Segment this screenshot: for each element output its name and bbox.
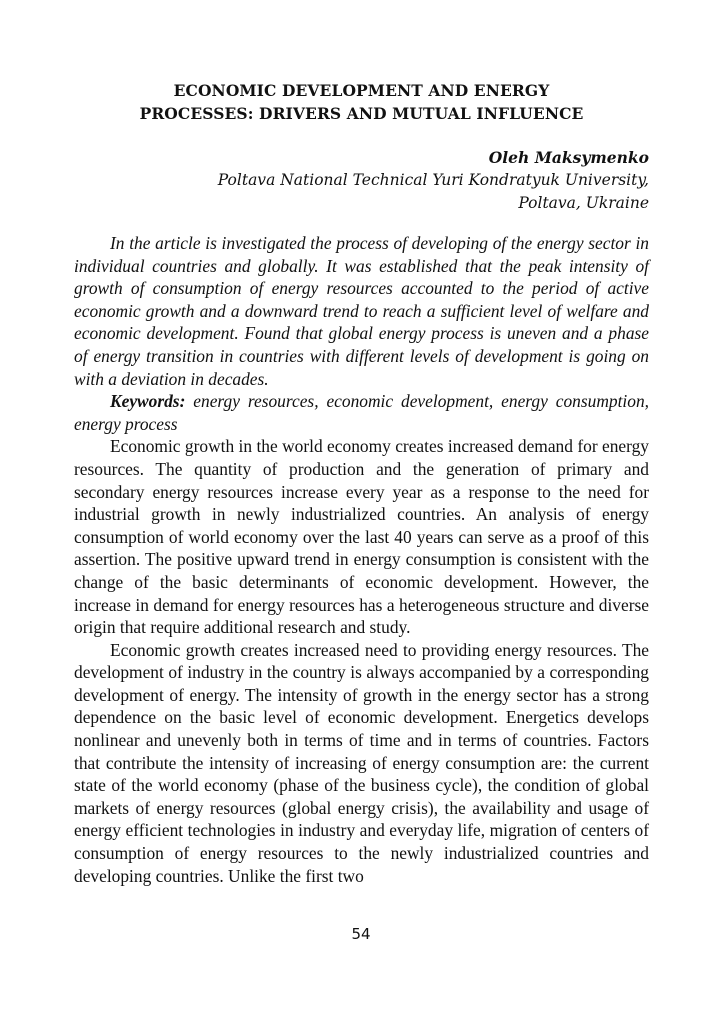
title-line-2: PROCESSES: DRIVERS AND MUTUAL INFLUENCE [139, 104, 584, 123]
keywords-text: energy resources, economic development, energy consumption, energy process [74, 391, 649, 434]
author-name: Oleh Maksymenko [488, 148, 649, 167]
author-block [218, 146, 649, 215]
affiliation-line-1: Poltava National Technical Yuri Kondratyuk University, [217, 171, 649, 189]
affiliation-line-2: Poltava, Ukraine [518, 194, 649, 212]
abstract: In the article is investigated the process of developing of the energy sector in individual countries and globally. It was established that the peak intensity of growth of consumption of energy resources accounted to the period of active economic growth and a downward trend to reach a sufficient level of welfare and economic development. Found that global energy process is uneven and a phase of energy transition in countries with different levels of development is going on with a deviation in decades. [74, 233, 649, 389]
article-title [74, 79, 649, 125]
keywords [74, 390, 649, 435]
keywords-label: Keywords: [110, 391, 186, 412]
page-number: 54 [351, 925, 371, 943]
body-paragraph-2: Economic growth creates increased need to providing energy resources. The development of industry in the country is always accompanied by a corresponding development of energy. The intensity of growth in the energy sector has a strong dependence on the basic level of economic development. Energetics develops nonlinear and unevenly both in terms of time and in terms of countries. Factors that contribute the intensity of increasing of energy consumption are: the current state of the world economy (phase of the business cycle), the condition of global markets of energy resources (global energy crisis), the availability and usage of energy efficient technologies in industry and everyday life, migration of centers of consumption of energy resources to the newly industrialized countries and developing countries. Unlike the first two [74, 639, 649, 886]
body-paragraph-1: Economic growth in the world economy creates increased demand for energy resources. The quantity of production and the generation of primary and secondary energy resources increase every year as a response to the need for industrial growth in newly industrialized countries. An analysis of energy consumption of world economy over the last 40 years can serve as a proof of this assertion. The positive upward trend in energy consumption is consistent with the change of the basic determinants of economic development. However, the increase in demand for energy resources has a heterogeneous structure and diverse origin that require additional research and study. [74, 436, 649, 638]
title-line-1: ECONOMIC DEVELOPMENT AND ENERGY [173, 81, 550, 100]
article-body [74, 232, 649, 887]
